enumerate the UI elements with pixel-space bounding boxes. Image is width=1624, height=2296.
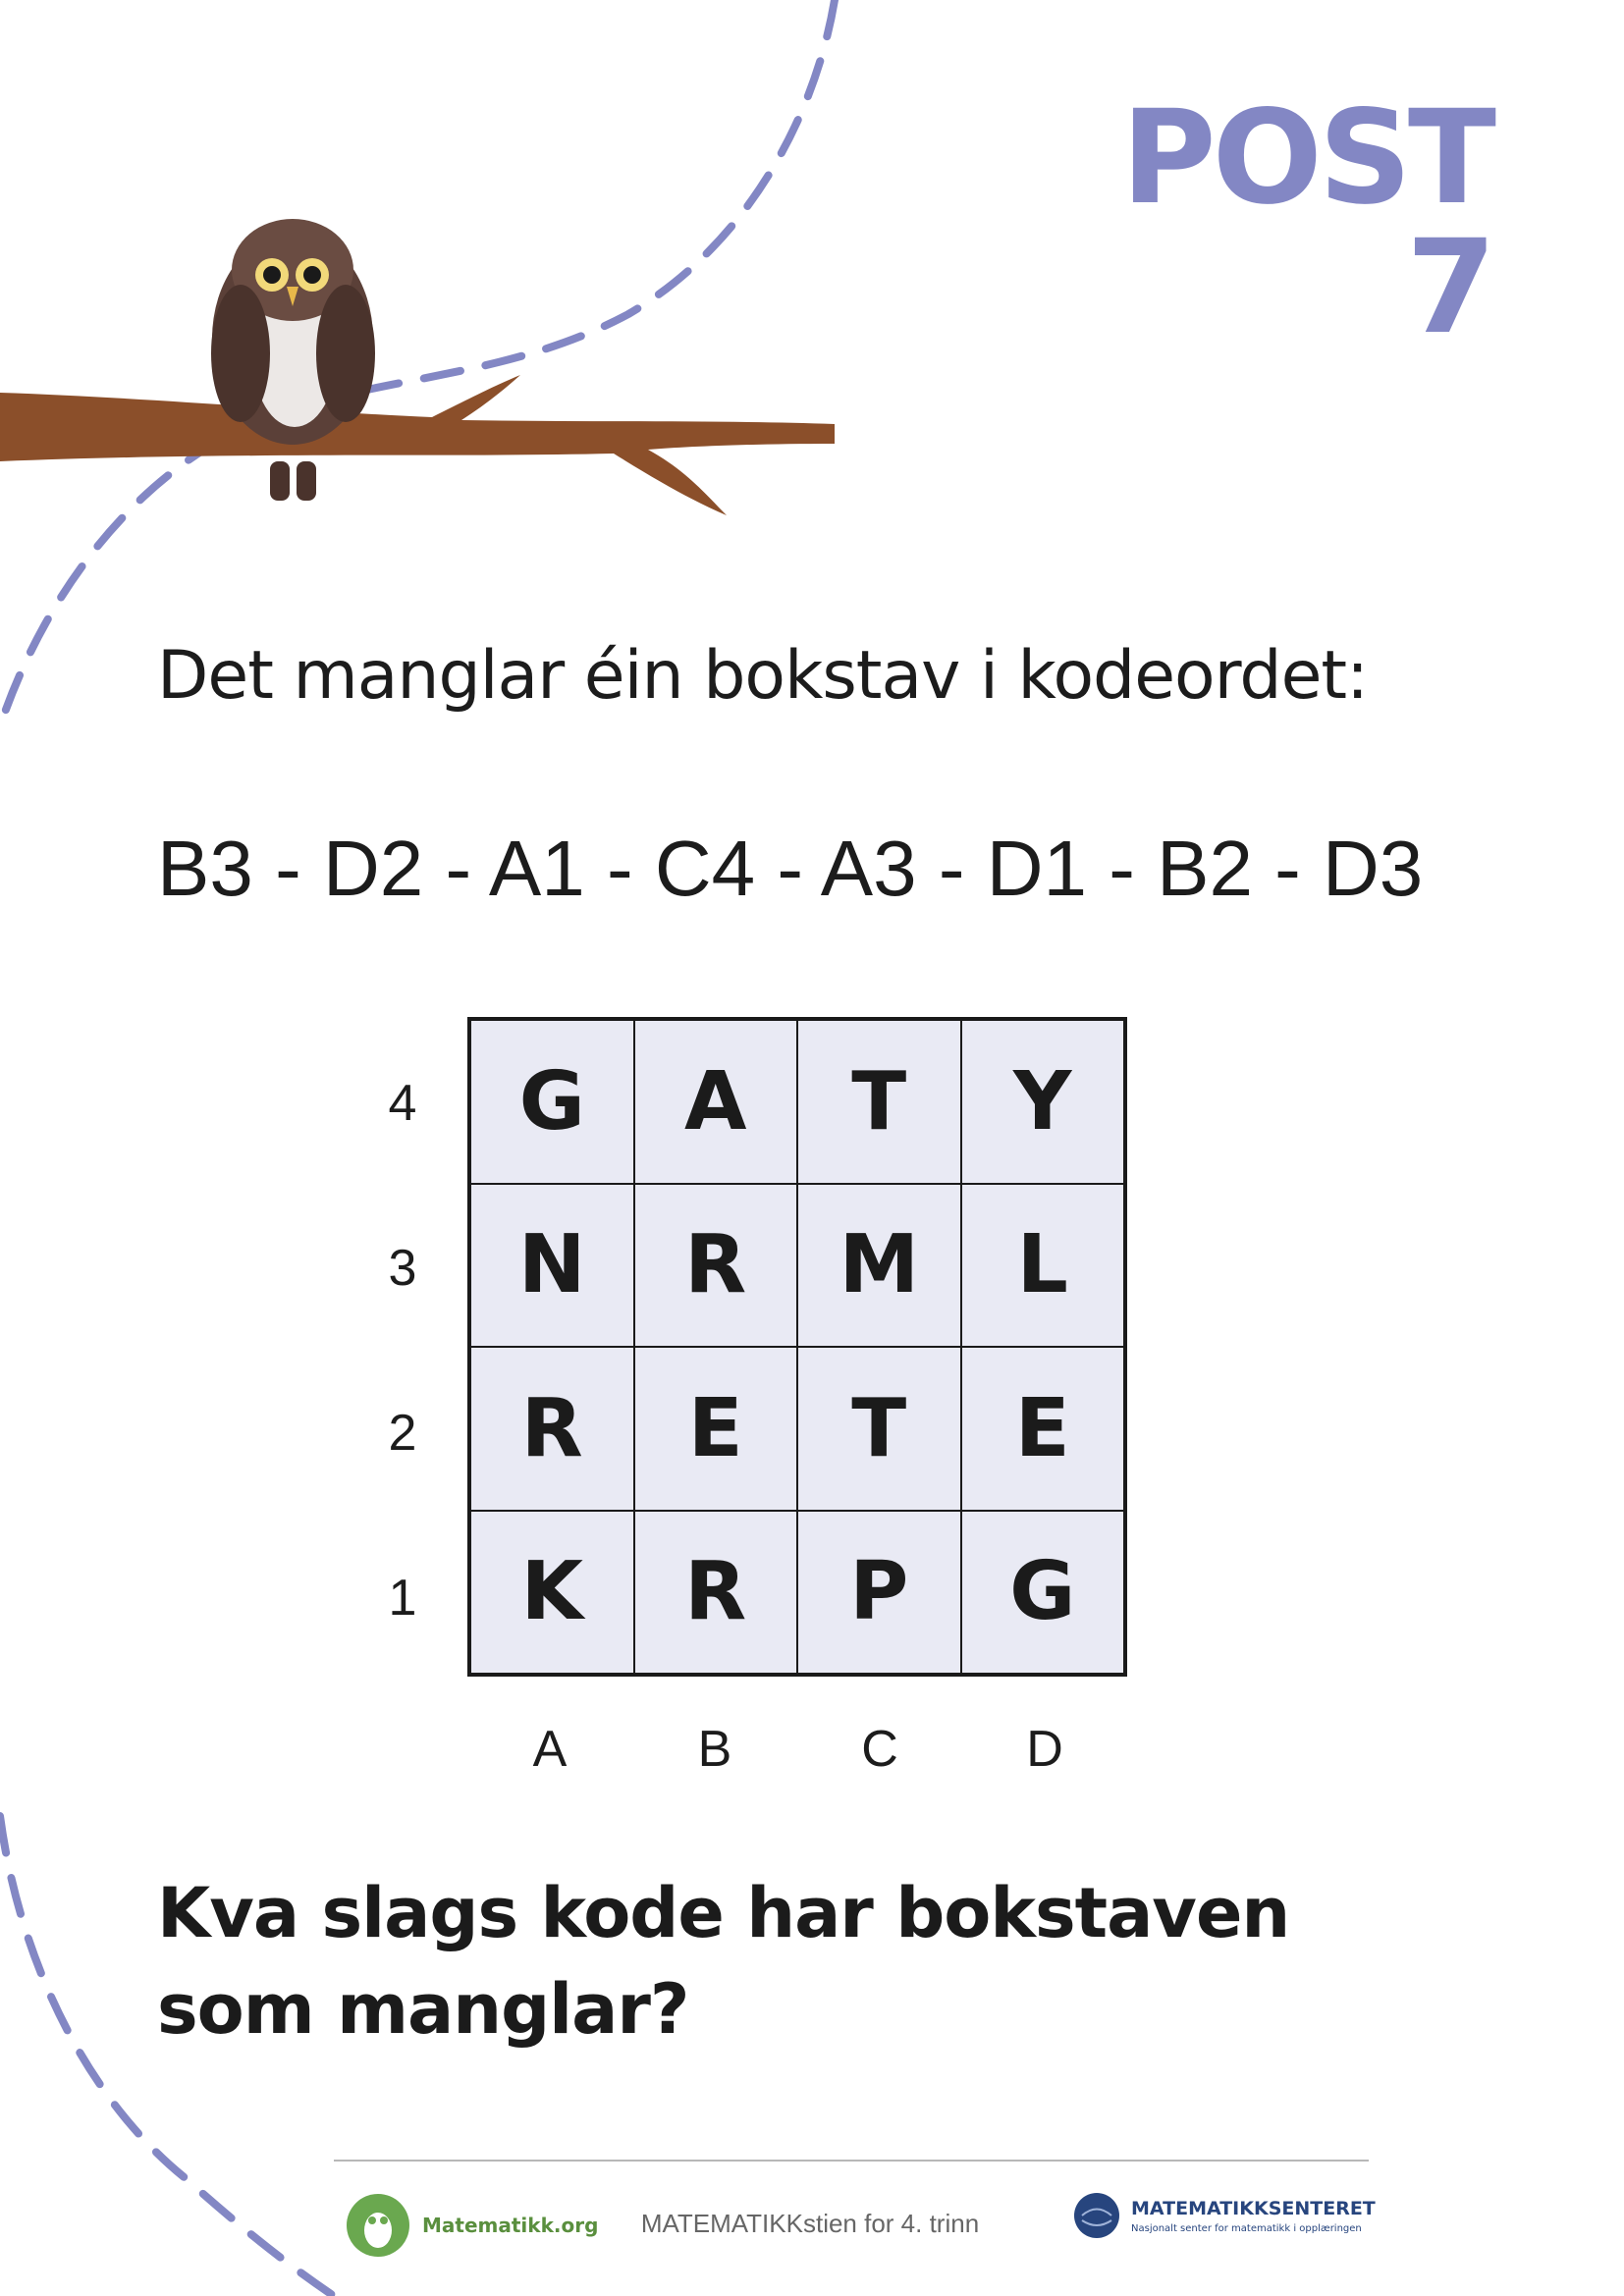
grid-cell-b1: R [634, 1511, 798, 1675]
owl-illustration [211, 219, 375, 501]
row-label-1: 1 [388, 1570, 417, 1627]
grid-cell-b3: R [634, 1184, 798, 1348]
matematikksenteret-name: MATEMATIKKSENTERET [1131, 2197, 1376, 2219]
instruction-text: Det manglar éin bokstav i kodeordet: [157, 637, 1368, 715]
grid-cell-a2: R [470, 1347, 634, 1511]
post-title: POST 7 [1120, 82, 1492, 363]
row-label-2: 2 [388, 1405, 417, 1462]
column-label-b: B [697, 1721, 732, 1778]
column-label-d: D [1026, 1721, 1063, 1778]
column-label-a: A [532, 1721, 568, 1778]
dashed-arc-top [0, 0, 835, 726]
grid-cell-d2: E [961, 1347, 1125, 1511]
grid-cell-a1: K [470, 1511, 634, 1675]
grid-cell-d1: G [961, 1511, 1125, 1675]
matematikksenteret-tagline: Nasjonalt senter for matematikk i opplæringen [1131, 2222, 1362, 2234]
owl-logo-icon [344, 2191, 412, 2260]
grid-cell-c1: P [797, 1511, 961, 1675]
grid-cell-b4: A [634, 1020, 798, 1184]
grid-cell-a3: N [470, 1184, 634, 1348]
grid-cell-d3: L [961, 1184, 1125, 1348]
code-sequence: B3 - D2 - A1 - C4 - A3 - D1 - B2 - D3 [157, 825, 1424, 912]
grid-cell-c2: T [797, 1347, 961, 1511]
grid-cell-a4: G [470, 1020, 634, 1184]
row-label-3: 3 [388, 1240, 417, 1297]
grid-cell-c3: M [797, 1184, 961, 1348]
matematikk-org-brand: Matematikk.org [422, 2214, 599, 2237]
row-label-4: 4 [388, 1075, 417, 1132]
footer-divider [334, 2160, 1369, 2162]
grid-cell-c4: T [797, 1020, 961, 1184]
branch-illustration [0, 375, 835, 515]
footer-subtitle: MATEMATIKKstien for 4. trinn [640, 2209, 980, 2238]
matematikk-org-logo [344, 2191, 598, 2260]
grid-cell-d4: Y [961, 1020, 1125, 1184]
grid-cell-b2: E [634, 1347, 798, 1511]
letter-grid [467, 1017, 1127, 1677]
question-text: Kva slags kode har bokstaven som manglar? [157, 1873, 1290, 2050]
matematikksenteret-logo [1072, 2191, 1376, 2240]
column-label-c: C [861, 1721, 898, 1778]
globe-logo-icon [1072, 2191, 1121, 2240]
